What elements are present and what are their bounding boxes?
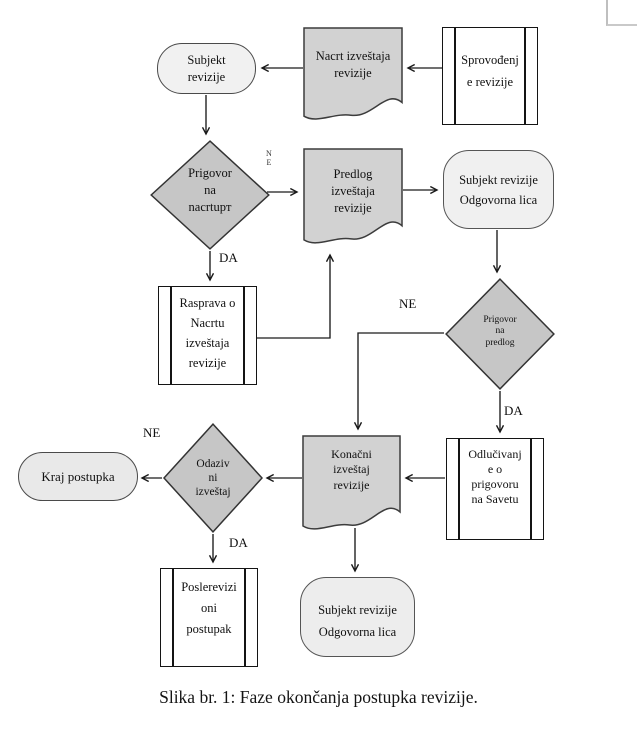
label-line: Nacrt izveštaja xyxy=(315,49,391,63)
node-poslerevizioni-postupak xyxy=(160,568,258,667)
edge-label-da-odaziv: DA xyxy=(229,535,248,550)
label-line: izveštaj xyxy=(195,486,231,498)
node-label xyxy=(301,578,414,656)
node-kraj-postupka xyxy=(18,452,138,501)
label-line: na Savetu xyxy=(471,492,519,506)
label-line: predlog xyxy=(485,337,515,348)
label-line: Konačni xyxy=(331,446,372,461)
label-line: izveštaja xyxy=(331,184,375,198)
label-line: prigovoru xyxy=(471,477,519,491)
node-label xyxy=(443,28,537,124)
node-subjekt-odgovorna-top xyxy=(443,150,554,229)
label-line: oni xyxy=(201,601,217,615)
edge-label-da-nacrt: DA xyxy=(219,250,238,265)
label-line: e o xyxy=(487,462,503,476)
label-line: Kraj postupka xyxy=(41,468,115,484)
node-label xyxy=(445,278,555,386)
label-line: Subjekt xyxy=(187,52,226,67)
label-line: Prigovor xyxy=(483,314,517,325)
node-prigovor-na-predlog xyxy=(445,278,555,390)
node-label xyxy=(19,453,137,500)
node-label xyxy=(159,287,256,384)
edge-label-da-predlog: DA xyxy=(504,403,523,418)
node-label xyxy=(161,569,257,666)
label-line: revizije xyxy=(188,355,227,370)
label-line: Predlog xyxy=(333,167,373,181)
node-odlucivanje-o-prigovoru xyxy=(446,438,544,540)
label-line: postupak xyxy=(186,622,232,636)
node-sprovodjenje-revizije xyxy=(442,27,538,125)
edge-label-ne-odaziv: NE xyxy=(143,425,161,440)
label-line: revizije xyxy=(333,477,370,492)
label-line: E xyxy=(266,157,272,167)
label-line: Subjekt revizije xyxy=(318,603,397,617)
label-line: e revizije xyxy=(466,75,514,89)
node-label xyxy=(150,140,270,240)
label-line: nacrtupт xyxy=(188,199,232,214)
figure-caption: Slika br. 1: Faze okončanja postupka revizije. xyxy=(159,687,478,707)
node-label xyxy=(303,148,403,235)
label-line: ni xyxy=(208,472,218,484)
label-line: Nacrtu xyxy=(190,315,225,330)
node-label xyxy=(303,27,403,103)
label-line: Subjekt revizije xyxy=(459,172,538,187)
edge-label-ne-stacked xyxy=(266,150,272,167)
node-rasprava-o-nacrtu xyxy=(158,286,257,385)
label-line: Odgovorna lica xyxy=(318,625,397,639)
label-line: izveštaja xyxy=(185,335,230,350)
label-line: na xyxy=(204,182,216,197)
label-line: izveštaj xyxy=(333,462,370,477)
edge-label-ne-predlog: NE xyxy=(399,296,417,311)
node-subjekt-revizije-top xyxy=(157,43,256,94)
node-label xyxy=(302,435,401,505)
node-label xyxy=(447,439,543,539)
label-line: revizije xyxy=(334,201,372,215)
node-odazivni-izvestaj xyxy=(163,423,263,533)
node-label xyxy=(163,423,263,533)
node-prigovor-na-nacrt xyxy=(150,140,270,250)
label-line: Odlučivanj xyxy=(468,447,522,461)
label-line: N xyxy=(266,149,272,158)
node-konacni-izvestaj xyxy=(302,435,401,535)
label-line: Odaziv xyxy=(196,458,230,470)
node-predlog-izvestaja xyxy=(303,148,403,249)
label-line: Sprovođenj xyxy=(461,53,519,67)
label-line: na xyxy=(495,326,505,337)
label-line: Prigovor xyxy=(188,165,232,180)
label-line: Poslerevizi xyxy=(181,580,237,594)
label-line: Rasprava o xyxy=(179,295,236,310)
label-line: Odgovorna lica xyxy=(459,192,538,207)
node-label xyxy=(444,151,553,228)
node-label xyxy=(158,44,255,93)
page-corner-mark xyxy=(606,0,637,26)
node-subjekt-odgovorna-bottom xyxy=(300,577,415,657)
node-nacrt-izvestaja xyxy=(303,27,403,125)
label-line: revizije xyxy=(334,66,372,80)
label-line: revizije xyxy=(187,69,226,84)
